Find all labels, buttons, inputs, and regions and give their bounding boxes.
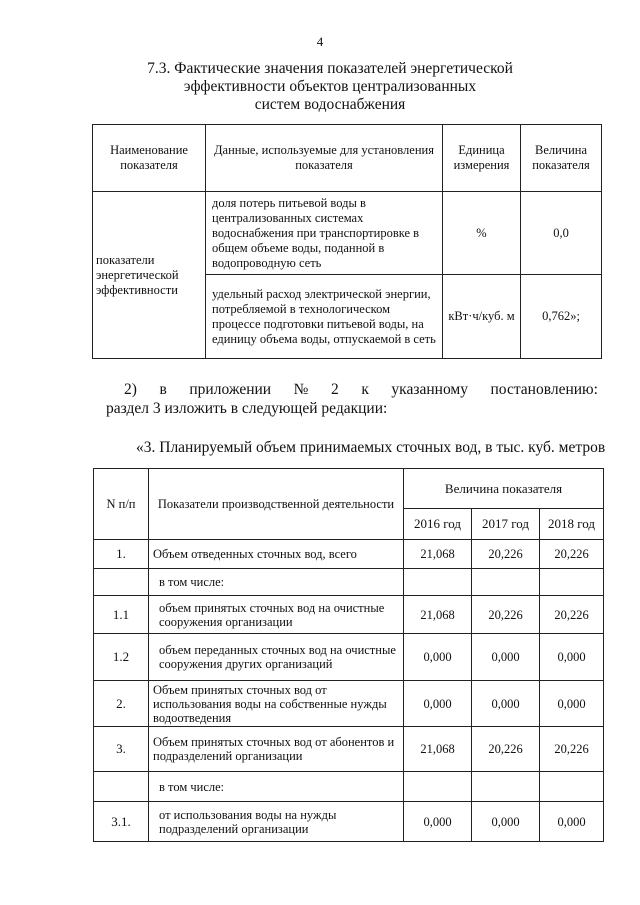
word: постановлению: [490, 381, 598, 398]
row-value: 0,000 [472, 802, 540, 842]
row-value [472, 569, 540, 596]
data-cell: доля потерь питьевой воды в централизованных системах водоснабжения при транспортировке в общем объеме воды, поданной в водопроводную сеть [206, 192, 443, 275]
table-row [94, 596, 604, 634]
row-value: 0,000 [404, 634, 472, 681]
section-3-title: «3. Планируемый объем принимаемых сточных вод, в тыс. куб. метров [136, 439, 606, 456]
row-value: 0,000 [540, 634, 604, 681]
row-value [404, 772, 472, 802]
header-value-group: Величина показателя [404, 469, 604, 509]
row-value: 20,226 [472, 540, 540, 569]
row-value: 0,000 [540, 802, 604, 842]
row-value [540, 772, 604, 802]
row-num: 1. [94, 540, 149, 569]
amendment-paragraph [106, 380, 598, 418]
data-cell: удельный расход электрической энергии, потребляемой в технологическом процессе подготовки питьевой воды, на единицу объема воды, отпускаемой в сеть [206, 275, 443, 359]
word: 2) [124, 381, 137, 398]
energy-efficiency-table [92, 124, 602, 359]
table-header-row [93, 125, 602, 192]
row-num: 1.2 [94, 634, 149, 681]
word: 2 [331, 381, 339, 398]
row-label: от использования воды на нужды подразделений организации [149, 802, 404, 842]
row-value: 20,226 [540, 727, 604, 772]
header-num: N п/п [94, 469, 149, 540]
row-value: 0,000 [404, 681, 472, 727]
row-label: Объем отведенных сточных вод, всего [149, 540, 404, 569]
table-row [93, 192, 602, 275]
value-cell: 0,0 [521, 192, 602, 275]
row-label: Объем принятых сточных вод от использования воды на собственные нужды водоотведения [149, 681, 404, 727]
table-row [94, 569, 604, 596]
group-name-cell: показатели энергетической эффективности [93, 192, 206, 359]
header-name: Наименование показателя [93, 125, 206, 192]
row-value: 0,000 [404, 802, 472, 842]
page-number: 4 [316, 34, 324, 49]
row-num: 1.1 [94, 596, 149, 634]
header-data: Данные, используемые для установления показателя [206, 125, 443, 192]
row-label: Объем принятых сточных вод от абонентов и подразделений организации [149, 727, 404, 772]
section-heading-line: систем водоснабжения [254, 96, 406, 113]
unit-cell: % [443, 192, 521, 275]
header-indicator: Показатели производственной деятельности [149, 469, 404, 540]
row-value [404, 569, 472, 596]
row-value: 20,226 [472, 596, 540, 634]
amendment-line: раздел 3 изложить в следующей редакции: [106, 400, 388, 417]
word: к [361, 381, 369, 398]
word: указанному [391, 381, 468, 398]
table-row [94, 802, 604, 842]
row-value: 0,000 [472, 681, 540, 727]
header-value: Величина показателя [521, 125, 602, 192]
section-heading [100, 60, 560, 114]
row-value: 0,000 [540, 681, 604, 727]
row-num: 3.1. [94, 802, 149, 842]
table-row [94, 540, 604, 569]
row-num [94, 569, 149, 596]
row-label: объем принятых сточных вод на очистные сооружения организации [149, 596, 404, 634]
unit-cell: кВт·ч/куб. м [443, 275, 521, 359]
row-value: 20,226 [540, 540, 604, 569]
section-heading-line: эффективности объектов централизованных [183, 78, 477, 95]
row-value: 20,226 [540, 596, 604, 634]
table-row [94, 681, 604, 727]
wastewater-volume-table [93, 468, 604, 842]
header-year: 2018 год [540, 509, 604, 540]
table-row [94, 772, 604, 802]
row-label: в том числе: [149, 569, 404, 596]
row-num [94, 772, 149, 802]
word: в [159, 381, 167, 398]
word: приложении [189, 381, 272, 398]
row-value: 0,000 [472, 634, 540, 681]
row-label: объем переданных сточных вод на очистные сооружения других организаций [149, 634, 404, 681]
row-num: 3. [94, 727, 149, 772]
header-year: 2016 год [404, 509, 472, 540]
row-value: 21,068 [404, 540, 472, 569]
row-value: 21,068 [404, 596, 472, 634]
row-value [472, 772, 540, 802]
table-header-row [94, 469, 604, 509]
row-label: в том числе: [149, 772, 404, 802]
row-num: 2. [94, 681, 149, 727]
amendment-line [124, 380, 598, 399]
row-value: 21,068 [404, 727, 472, 772]
table-row [94, 634, 604, 681]
row-value: 20,226 [472, 727, 540, 772]
value-cell: 0,762»; [521, 275, 602, 359]
header-unit: Единица измерения [443, 125, 521, 192]
row-value [540, 569, 604, 596]
header-year: 2017 год [472, 509, 540, 540]
table-row [94, 727, 604, 772]
word: № [293, 381, 309, 398]
section-heading-line: 7.3. Фактические значения показателей энергетической [147, 60, 513, 77]
